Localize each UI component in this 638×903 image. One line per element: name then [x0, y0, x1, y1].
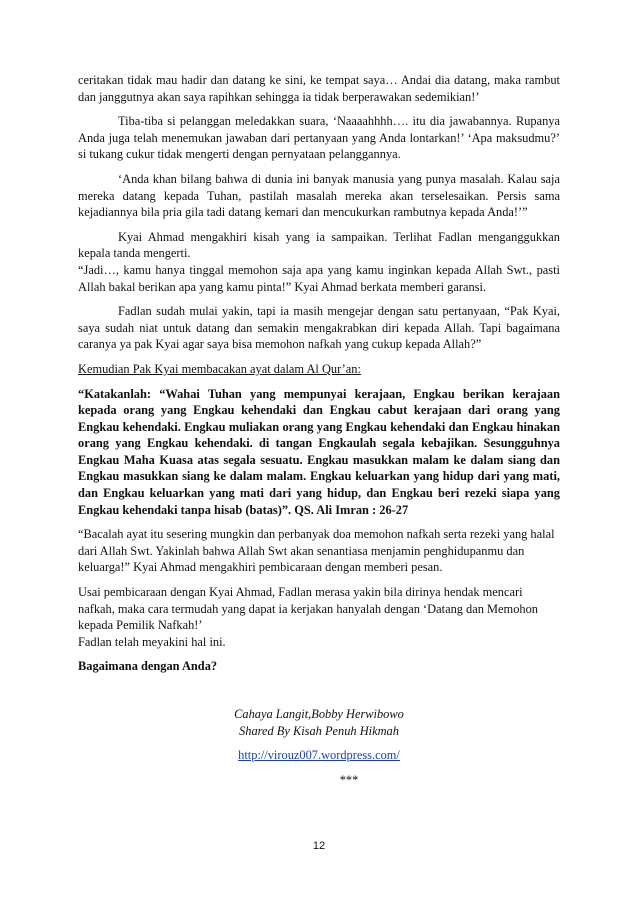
paragraph-conclusion: Usai pembicaraan dengan Kyai Ahmad, Fadlan merasa yakin bila dirinya hendak mencari nafkah, maka cara termudah yang dapat ia kerjakan hanyalah dengan ‘Datang dan Memohon kepada Pemilik Nafkah!’	[78, 585, 538, 633]
paragraph-advice: “Bacalah ayat itu sesering mungkin dan perbanyak doa memohon nafkah serta rezeki yang halal dari Allah Swt. Yakinlah bahwa Allah Swt akan senantiasa menjamin penghidupanmu dan keluarga!” Kyai Ahmad mengakhiri pembicaraan dengan memberi pesan.	[78, 527, 555, 575]
credit-shared-by: Shared By Kisah Penuh Hikmah	[239, 723, 399, 738]
separator-stars: ***	[339, 772, 359, 787]
paragraph-customer-reply: Tiba-tiba si pelanggan meledakkan suara, ‘Naaaahhhh…. itu dia jawabannya. Rupanya Anda juga telah menemukan jawaban dari pertanyaan yang Anda lontarkan!’ ‘Apa maksudmu?’ si tukang cukur tidak mengerti dengan pernyataan pelanggannya.	[78, 114, 560, 162]
paragraph-kyai-ends-story: Kyai Ahmad mengakhiri kisah yang ia sampaikan. Terlihat Fadlan menganggukkan kepala tanda mengerti.	[78, 229, 560, 261]
credit-author: Cahaya Langit,Bobby Herwibowo	[234, 707, 404, 721]
paragraph-continuation: ceritakan tidak mau hadir dan datang ke sini, ke tempat saya… Andai dia datang, maka rambut dan janggutnya akan saya rapihkan sehingga ia tidak berperawakan sedemikian!’	[78, 73, 560, 104]
paragraph-question-reader: Bagaimana dengan Anda?	[78, 659, 218, 674]
paragraph-quran-intro: Kemudian Pak Kyai membacakan ayat dalam Al Qur’an:	[78, 361, 361, 376]
document-body	[78, 72, 560, 675]
credits-block	[78, 706, 560, 788]
paragraph-fadlan-question: Fadlan sudah mulai yakin, tapi ia masih mengejar dengan satu pertanyaan, “Pak Kyai, saya sudah niat untuk datang dan semakin mengakrabkan diri kepada Allah. Tapi bagaimana caranya ya pak Kyai agar saya bisa memohon nafkah yang cukup kepada Allah?”	[78, 304, 560, 352]
paragraph-kyai-guarantee: “Jadi…, kamu hanya tinggal memohon saja apa yang kamu inginkan kepada Allah Swt., pasti Allah bakal berikan apa yang kamu pinta!” Kyai Ahmad berkata memberi garansi.	[78, 262, 560, 294]
paragraph-quran-verse: “Katakanlah: “Wahai Tuhan yang mempunyai kerajaan, Engkau berikan kerajaan kepada orang yang Engkau kehendaki dan Engkau cabut kerajaan dari orang yang Engkau kehendaki. Engkau muliakan orang yang Engkau kehendaki dan Engkau hinakan orang yang Engkau kehendaki. di tangan Engkaulah segala kebajikan. Sesungguhnya Engkau Maha Kuasa atas segala sesuatu. Engkau masukkan malam ke dalam siang dan Engkau masukkan siang ke dalam malam. Engkau keluarkan yang hidup dari yang mati, dan Engkau keluarkan yang mati dari yang hidup, dan Engkau beri rezeki siapa yang Engkau kehendaki tanpa hisab (batas)”. QS. Ali Imran : 26-27	[78, 386, 560, 517]
page-number: 12	[312, 840, 326, 852]
paragraph-explanation: ‘Anda khan bilang bahwa di dunia ini banyak manusia yang punya masalah. Kalau saja mereka datang kepada Tuhan, pastilah masalah mereka akan terselesaikan. Persis sama kejadiannya bila pria gila tadi datang kemari dan mencukurkan rambutnya kepada Anda!’”	[78, 171, 560, 220]
paragraph-fadlan-believes: Fadlan telah meyakini hal ini.	[78, 634, 226, 649]
source-link[interactable]: http://virouz007.wordpress.com/	[238, 748, 400, 763]
